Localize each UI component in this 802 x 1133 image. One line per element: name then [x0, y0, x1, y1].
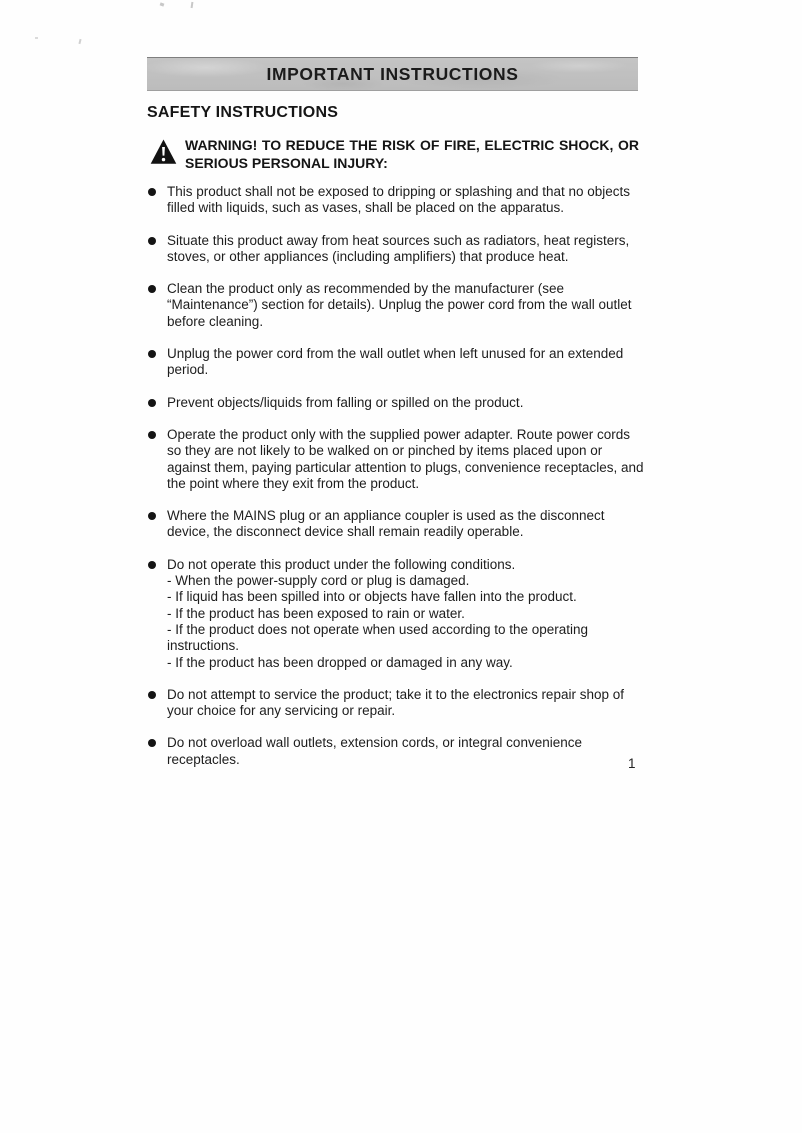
sub-item: - If liquid has been spilled into or objects have fallen into the product. [167, 589, 577, 605]
sub-item: - If the product has been exposed to rain or water. [167, 605, 465, 621]
sub-item: - If the product does not operate when used according to the operating instructions. [167, 621, 589, 654]
list-item [147, 687, 644, 720]
bullet-icon [148, 399, 156, 407]
list-item [147, 508, 644, 541]
list-item-text [167, 557, 644, 671]
list-item-text: Where the MAINS plug or an appliance coupler is used as the disconnect device, the disconnect device shall remain readily operable. [167, 508, 605, 540]
list-item [147, 233, 644, 266]
scan-artifact [78, 39, 81, 44]
bullet-icon [148, 431, 156, 439]
bullet-icon [148, 739, 156, 747]
list-item [147, 735, 644, 768]
list-item-text: Do not overload wall outlets, extension cords, or integral convenience receptacles. [167, 735, 582, 767]
safety-instructions-list [147, 184, 644, 784]
page-number: 1 [628, 756, 636, 771]
sub-item: - If the product has been dropped or damaged in any way. [167, 654, 513, 670]
warning-text: WARNING! TO REDUCE THE RISK OF FIRE, ELECTRIC SHOCK, OR SERIOUS PERSONAL INJURY: [185, 137, 639, 171]
bullet-icon [148, 285, 156, 293]
bullet-icon [148, 188, 156, 196]
list-item [147, 557, 644, 671]
list-item-text: Situate this product away from heat sources such as radiators, heat registers, stoves, or other appliances (including amplifiers) that produce heat. [167, 232, 630, 264]
page-title: SAFETY INSTRUCTIONS [147, 104, 339, 121]
list-item [147, 184, 644, 217]
scan-artifact [191, 2, 194, 8]
scan-artifact [35, 37, 38, 39]
list-item [147, 427, 644, 492]
bullet-icon [148, 691, 156, 699]
bullet-icon [148, 350, 156, 358]
scan-artifact [160, 2, 165, 6]
list-item-text: This product shall not be exposed to dripping or splashing and that no objects filled with liquids, such as vases, shall be placed on the apparatus. [167, 184, 631, 216]
bullet-icon [148, 512, 156, 520]
bullet-icon [148, 237, 156, 245]
sub-item: - When the power-supply cord or plug is damaged. [167, 573, 470, 589]
banner-title: IMPORTANT INSTRUCTIONS [266, 63, 519, 84]
list-item-intro: Do not operate this product under the following conditions. [167, 556, 516, 572]
warning-triangle-icon [150, 139, 177, 170]
list-item [147, 346, 644, 379]
bullet-icon [148, 561, 156, 569]
warning-block [150, 137, 639, 172]
list-item-text: Unplug the power cord from the wall outlet when left unused for an extended period. [167, 346, 624, 378]
list-item [147, 395, 644, 411]
list-item-text: Operate the product only with the supplied power adapter. Route power cords so they are not likely to be walked on or pinched by items placed upon or against them, paying particular attention to plugs, convenience receptacles, and the point where they exit from the product. [167, 426, 644, 491]
section-banner [147, 57, 638, 91]
list-item-text: Do not attempt to service the product; take it to the electronics repair shop of your choice for any servicing or repair. [167, 686, 624, 719]
list-item-text: Clean the product only as recommended by the manufacturer (see “Maintenance”) section for details). Unplug the power cord from the wall outlet before cleaning. [167, 281, 632, 329]
list-item [147, 281, 644, 330]
list-item-text: Prevent objects/liquids from falling or spilled on the product. [167, 394, 524, 410]
